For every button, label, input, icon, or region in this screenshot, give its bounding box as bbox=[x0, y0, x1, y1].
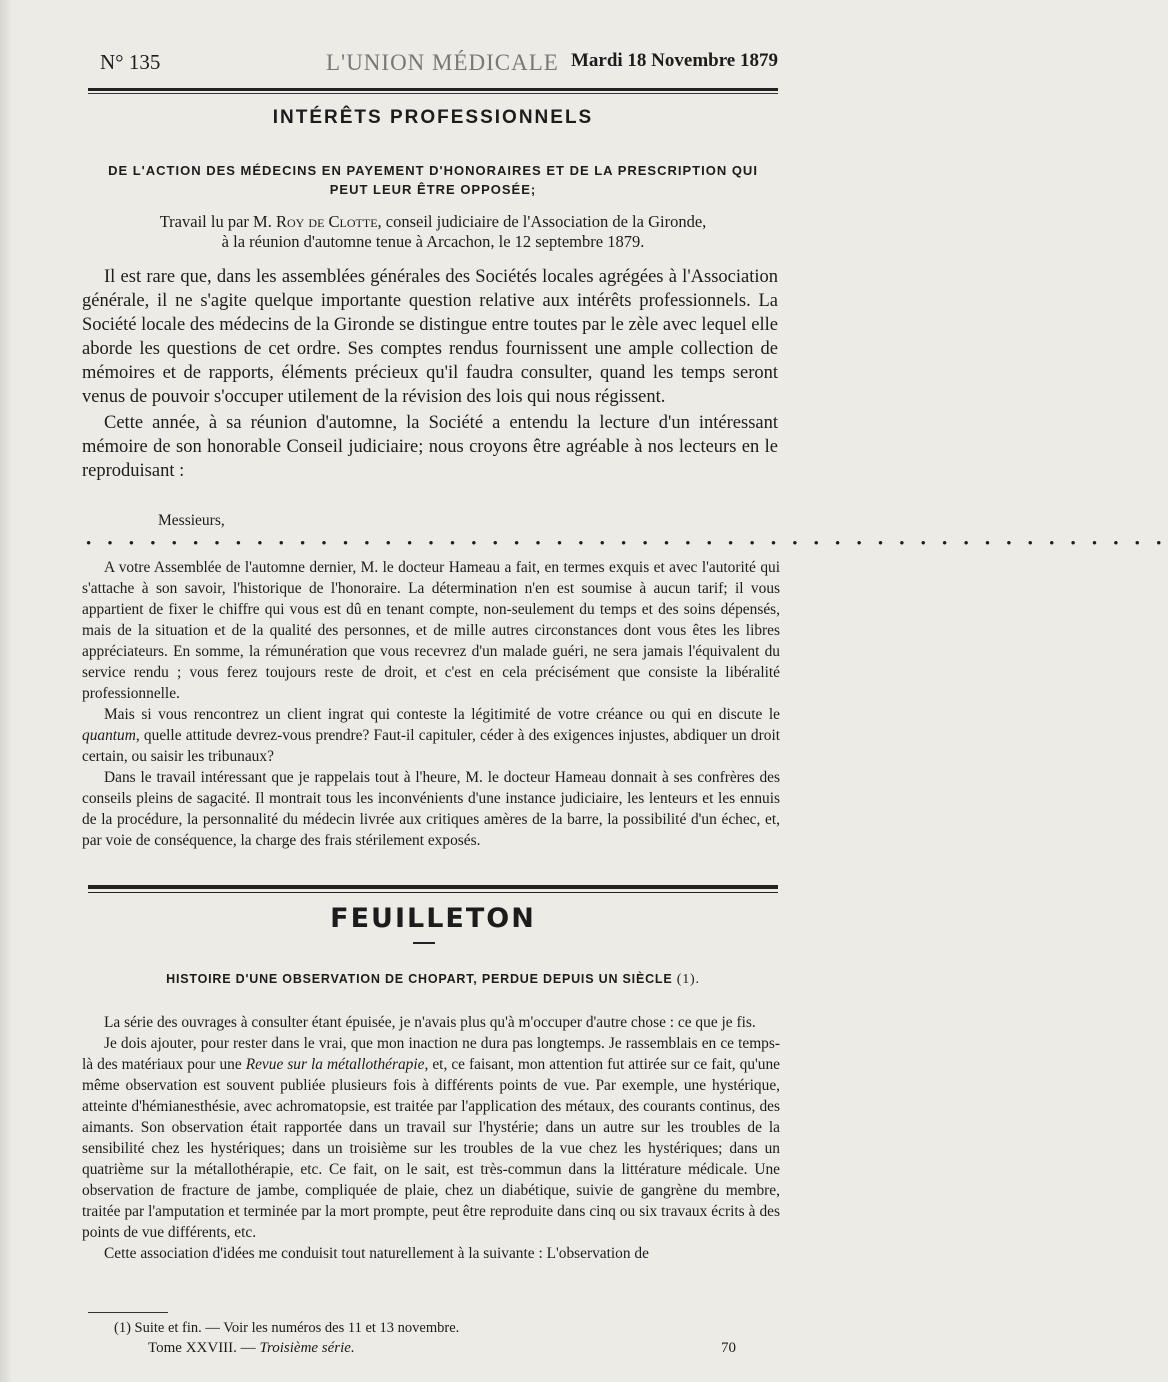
feuilleton-subtitle bbox=[88, 972, 778, 988]
article-byline bbox=[88, 212, 778, 252]
intro-paragraph-2: Cette année, à sa réunion d'automne, la Société a entendu la lecture d'un intéressant mémoire de son honorable Conseil judiciaire; nous croyons être agréable à nos lecteurs en le reproduisant : bbox=[82, 413, 778, 481]
section-title: INTÉRÊTS PROFESSIONNELS bbox=[272, 107, 594, 128]
feuilleton-text bbox=[82, 1012, 780, 1264]
feuilleton-rule-thick bbox=[88, 885, 778, 889]
memoire-paragraph-2 bbox=[82, 704, 780, 767]
feuilleton-p2-b: , et, ce faisant, mon attention fut attirée sur ce fait, qu'une même observation est souvent publiée plusieurs fois à différents points de vue. Par exemple, une hystérique, atteinte d'hémianesthésie, avec achromatopsie, est traitée par l'application des métaux, des courants continus, des aimants. Son observation était rapportée dans un travail sur l'hystérie; dans un autre sur les troubles de la sensibilité chez les hystériques; dans un troisième sur les troubles de la vue chez les hystériques; dans un quatrième sur la métallothérapie, etc. Ce fait, on le sait, est très-commun dans la littérature médicale. Une observation de fracture de jambe, compliquée de plaie, chez un diabétique, suivie de gangrène du membre, traitée par l'amputation et terminée par la mort prompte, peut être reproduite dans cinq ou six travaux écrits à des points de vue différents, etc. bbox=[82, 1056, 781, 1241]
feuilleton-p2-a: Je dois ajouter, pour rester dans le vrai, que mon inaction ne dura pas longtemps. Je rassemblais en ce temps-là des matériaux pour une bbox=[82, 1035, 780, 1073]
feuilleton-paragraph-2 bbox=[82, 1033, 780, 1243]
memoire-paragraph-1: A votre Assemblée de l'automne dernier, M. le docteur Hameau a fait, en termes exquis et avec l'autorité qui s'attache à son savoir, l'historique de l'honoraire. La détermination n'en est soumise à aucun tarif; il vous appartient de fixer le chiffre qui vous est dû en tenant compte, non-seulement du temps et des soins dépensés, mais de la situation et de la qualité des personnes, et de mille autres circonstances dont vous êtes les libres appréciateurs. En somme, la rémunération que vous recevrez d'un malade guéri, ne sera jamais l'équivalent du service rendu ; vous ferez toujours reste de droit, et c'est en cela précisément que consiste la libéralité professionnelle. bbox=[82, 559, 780, 702]
serie-text: Troisième série. bbox=[259, 1340, 355, 1356]
byline-prefix: Travail lu par M. bbox=[159, 212, 276, 231]
feuilleton-title: FEUILLETON bbox=[330, 903, 536, 934]
feuilleton-rule-thin bbox=[88, 892, 778, 893]
tome-text: Tome XXVIII. — bbox=[148, 1340, 260, 1356]
subhead-line-2: PEUT LEUR ÊTRE OPPOSÉE; bbox=[329, 182, 537, 197]
subhead-line-1: DE L'ACTION DES MÉDECINS EN PAYEMENT D'HONORAIRES ET DE LA PRESCRIPTION QUI bbox=[108, 163, 758, 178]
feuilleton-paragraph-3: Cette association d'idées me conduisit tout naturellement à la suivante : L'observation de bbox=[104, 1245, 649, 1262]
page-number: 70 bbox=[721, 1340, 736, 1356]
footnote: (1) Suite et fin. — Voir les numéros des 11 et 13 novembre. bbox=[114, 1320, 460, 1336]
header-rule-thin bbox=[88, 93, 778, 94]
feuilleton-paragraph-1: La série des ouvrages à consulter étant épuisée, je n'avais plus qu'à m'occuper d'autre chose : ce que je fis. bbox=[104, 1014, 756, 1031]
article-subhead bbox=[88, 161, 778, 199]
memoire-text bbox=[82, 557, 780, 851]
issue-number: N° 135 bbox=[100, 50, 161, 74]
feuilleton-p2-emphasis: Revue sur la métallothérapie bbox=[245, 1056, 425, 1073]
page-spine-shadow bbox=[0, 0, 12, 1382]
footnote-ref: (1). bbox=[672, 972, 700, 987]
salutation: Messieurs, bbox=[158, 512, 225, 529]
issue-date: Mardi 18 Novembre 1879 bbox=[570, 50, 778, 71]
intro-text bbox=[82, 265, 778, 483]
journal-title: L'UNION MÉDICALE bbox=[326, 50, 559, 75]
memoire-p2-a: Mais si vous rencontrez un client ingrat qui conteste la légitimité de votre créance ou qui en discute le bbox=[104, 706, 780, 723]
byline-line-1 bbox=[88, 212, 778, 232]
ellipsis-dots: • • • • • • • • • • • • • • • • • • • • • • • • • • • • • • • • • • • • • • • • • • • • • • • • • • • bbox=[86, 536, 1168, 552]
footnote-rule bbox=[88, 1312, 168, 1313]
header-rule bbox=[88, 88, 778, 91]
byline-rest: , conseil judiciaire de l'Association de la Gironde, bbox=[377, 212, 707, 231]
byline-author: Roy de Clotte bbox=[275, 212, 378, 231]
memoire-p2-b: , quelle attitude devrez-vous prendre? Faut-il capituler, céder à des exigences injustes, abdiquer un droit certain, ou saisir les tribunaux? bbox=[82, 727, 780, 765]
intro-paragraph-1: Il est rare que, dans les assemblées générales des Sociétés locales agrégées à l'Association générale, il ne s'agite quelque importante question relative aux intérêts professionnels. La Société locale des médecins de la Gironde se distingue entre toutes par le zèle avec lequel elle aborde les questions de cet ordre. Ses comptes rendus fournissent une ample collection de mémoires et de rapports, éléments précieux qu'il faudra consulter, quand les temps seront venus de pouvoir s'occuper utilement de la révision des lois qui nous régissent. bbox=[82, 267, 778, 407]
memoire-p2-emphasis: quantum bbox=[82, 727, 136, 744]
page-header bbox=[100, 50, 778, 82]
tome-label bbox=[148, 1340, 355, 1357]
feuilleton-dash bbox=[413, 942, 435, 944]
memoire-paragraph-3: Dans le travail intéressant que je rappelais tout à l'heure, M. le docteur Hameau donnait à ses confrères des conseils pleins de sagacité. Il montrait tous les inconvénients d'une instance judiciaire, les lenteurs et les ennuis de la procédure, la personnalité du médecin livrée aux critiques amères de la barre, la possibilité d'un échec, et, par voie de conséquence, la charge des frais stérilement exposés. bbox=[82, 769, 780, 849]
byline-line-2: à la réunion d'automne tenue à Arcachon, le 12 septembre 1879. bbox=[221, 232, 645, 251]
feuilleton-subtitle-text: HISTOIRE D'UNE OBSERVATION DE CHOPART, PERDUE DEPUIS UN SIÈCLE bbox=[166, 972, 673, 986]
